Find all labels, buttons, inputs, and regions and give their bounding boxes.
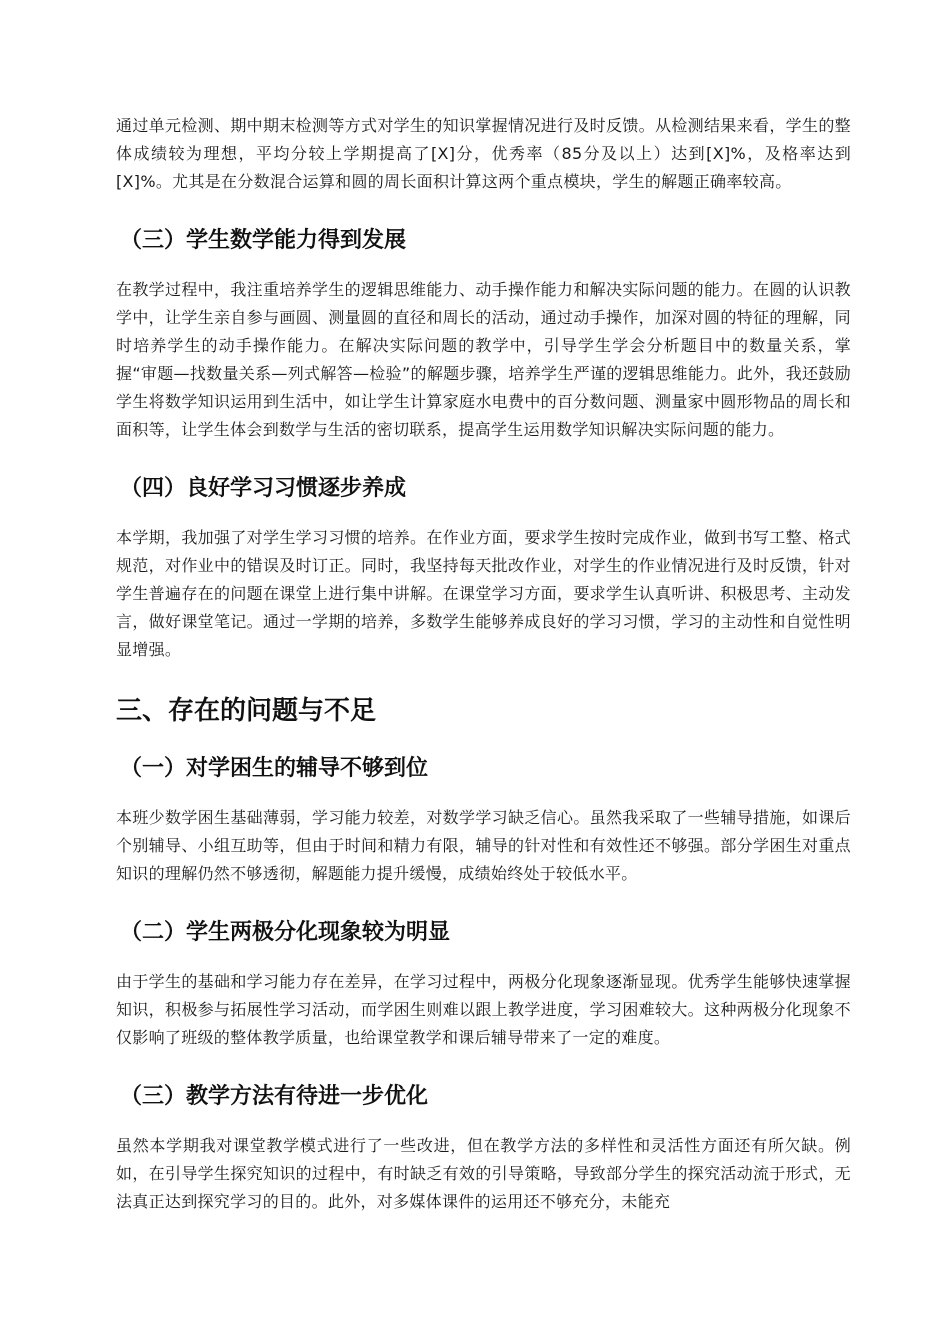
body-paragraph: 本班少数学困生基础薄弱，学习能力较差，对数学学习缺乏信心。虽然我采取了一些辅导措施，如课后个别辅导、小组互助等，但由于时间和精力有限，辅导的针对性和有效性还不够强。部分学困生对重点知识的理解仍然不够透彻，解题能力提升缓慢，成绩始终处于较低水平。 xyxy=(116,808,851,883)
document-page xyxy=(116,112,851,1216)
body-paragraph: 在教学过程中，我注重培养学生的逻辑思维能力、动手操作能力和解决实际问题的能力。在圆的认识教学中，让学生亲自参与画圆、测量圆的直径和周长的活动，通过动手操作，加深对圆的特征的理解，同时培养学生的动手操作能力。在解决实际问题的教学中，引导学生学会分析题目中的数量关系，掌握“审题—找数量关系—列式解答—检验”的解题步骤，培养学生严谨的逻辑思维能力。此外，我还鼓励学生将数学知识运用到生活中，如让学生计算家庭水电费中的百分数问题、测量家中圆形物品的周长和面积等，让学生体会到数学与生活的密切联系，提高学生运用数学知识解决实际问题的能力。 xyxy=(116,280,851,439)
section-heading: 三、存在的问题与不足 xyxy=(116,696,377,726)
subsection-heading: （三）教学方法有待进一步优化 xyxy=(120,1084,429,1109)
subsection-heading: （二）学生两极分化现象较为明显 xyxy=(120,920,451,945)
subsection-heading: （一）对学困生的辅导不够到位 xyxy=(120,756,429,781)
body-paragraph: 虽然本学期我对课堂教学模式进行了一些改进，但在教学方法的多样性和灵活性方面还有所欠缺。例如，在引导学生探究知识的过程中，有时缺乏有效的引导策略，导致部分学生的探究活动流于形式，无法真正达到探究学习的目的。此外，对多媒体课件的运用还不够充分，未能充 xyxy=(116,1136,851,1211)
body-paragraph: 本学期，我加强了对学生学习习惯的培养。在作业方面，要求学生按时完成作业，做到书写工整、格式规范，对作业中的错误及时订正。同时，我坚持每天批改作业，对学生的作业情况进行及时反馈，针对学生普遍存在的问题在课堂上进行集中讲解。在课堂学习方面，要求学生认真听讲、积极思考、主动发言，做好课堂笔记。通过一学期的培养，多数学生能够养成良好的学习习惯，学习的主动性和自觉性明显增强。 xyxy=(116,528,851,659)
body-paragraph: 由于学生的基础和学习能力存在差异，在学习过程中，两极分化现象逐渐显现。优秀学生能够快速掌握知识，积极参与拓展性学习活动，而学困生则难以跟上教学进度，学习困难较大。这种两极分化现象不仅影响了班级的整体教学质量，也给课堂教学和课后辅导带来了一定的难度。 xyxy=(116,972,851,1047)
subsection-heading: （四）良好学习习惯逐步养成 xyxy=(120,476,407,501)
subsection-heading: （三）学生数学能力得到发展 xyxy=(120,228,407,253)
body-paragraph: 通过单元检测、期中期末检测等方式对学生的知识掌握情况进行及时反馈。从检测结果来看，学生的整体成绩较为理想，平均分较上学期提高了[X]分，优秀率（85分及以上）达到[X]%，及格率达到[X]%。尤其是在分数混合运算和圆的周长面积计算这两个重点模块，学生的解题正确率较高。 xyxy=(116,116,851,191)
